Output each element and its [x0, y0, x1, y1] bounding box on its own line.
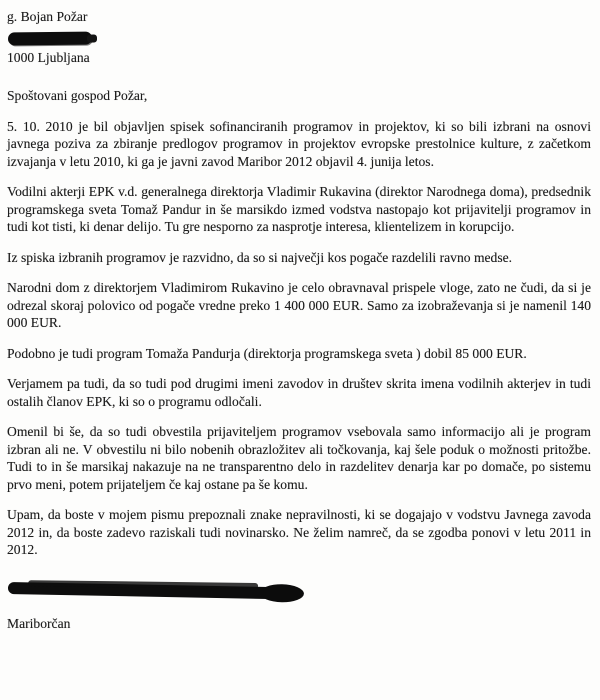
paragraph-pie-division: Iz spiska izbranih programov je razvidno, da so si največji kos pogače razdelili ravno medse. [7, 249, 513, 265]
paragraph-publication-announcement: 5. 10. 2010 je bil objavljen spisek sofinanciranih programov in projektov, ki so bili izbrani na osnovi javnega poziva za zbiranje predlogov programov in projektov evropske prestolnice kulture, z začetkom izvajanja v letu 2010, ki ga je javni zavod Maribor 2012 objavil 4. junija letos. [7, 118, 591, 169]
salutation: Spoštovani gospod Požar, [7, 88, 148, 103]
paragraph-hidden-names: Verjamem pa tudi, da so tudi pod drugimi imeni zavodov in društev skrita imena vodilnih akterjev in tudi ostalih članov EPK, ki so o programu odločali. [7, 376, 591, 409]
redacted-address-bar [8, 31, 92, 45]
paragraph-narodni-dom: Narodni dom z direktorjem Vladimirom Rukavino je celo obravnaval prispele vloge, zato ne čudi, da si je odrezal skoraj polovico od pogače vredne preko 1 400 000 EUR. Samo za izobraževanja si je namenil 140 000 EUR. [7, 280, 591, 330]
recipient-city: 1000 Ljubljana [7, 49, 90, 65]
paragraph-notifications: Omenil bi še, da so tudi obvestila prijaviteljem programov vsebovala samo informacijo ali je program izbran ali ne. V obvestilu ni bilo nobenih obrazložitev ali točkovanja, kaj šele poduk o možnosti pritožbe. Tudi to in še marsikaj nakazuje na ne transparentno delo in razdelitev denarja kar po domače, po sistemu prvo meni, potem prijateljem če kaj ostane pa še komu. [7, 424, 591, 492]
paragraph-leading-actors: Vodilni akterji EPK v.d. generalnega direktorja Vladimir Rukavina (direktor Narodnega doma), predsednik programskega sveta Tomaž Pandur in še marsikdo izmed vodstva nastopajo kot prijavitelji programov in tudi kot tisti, ki denar delijo. Tu gre nesporno za nasprotje interesa, klientelizem in korupcijo. [7, 184, 591, 234]
redacted-signoff-bar [8, 582, 296, 600]
recipient-name: g. Bojan Požar [7, 9, 88, 24]
signature: Mariborčan [7, 615, 71, 631]
paragraph-pandur-program: Podobno je tudi program Tomaža Pandurja (direktorja programskega sveta ) dobil 85 000 EUR. [7, 345, 527, 361]
paragraph-hope-investigation: Upam, da boste v mojem pismu prepoznali znake nepravilnosti, ki se dogajajo v vodstvu Javnega zavoda 2012 in, da boste zadevo raziskali tudi novinarsko. Ne želim namreč, da se zgodba ponovi v letu 2011 in 2012. [7, 507, 591, 557]
